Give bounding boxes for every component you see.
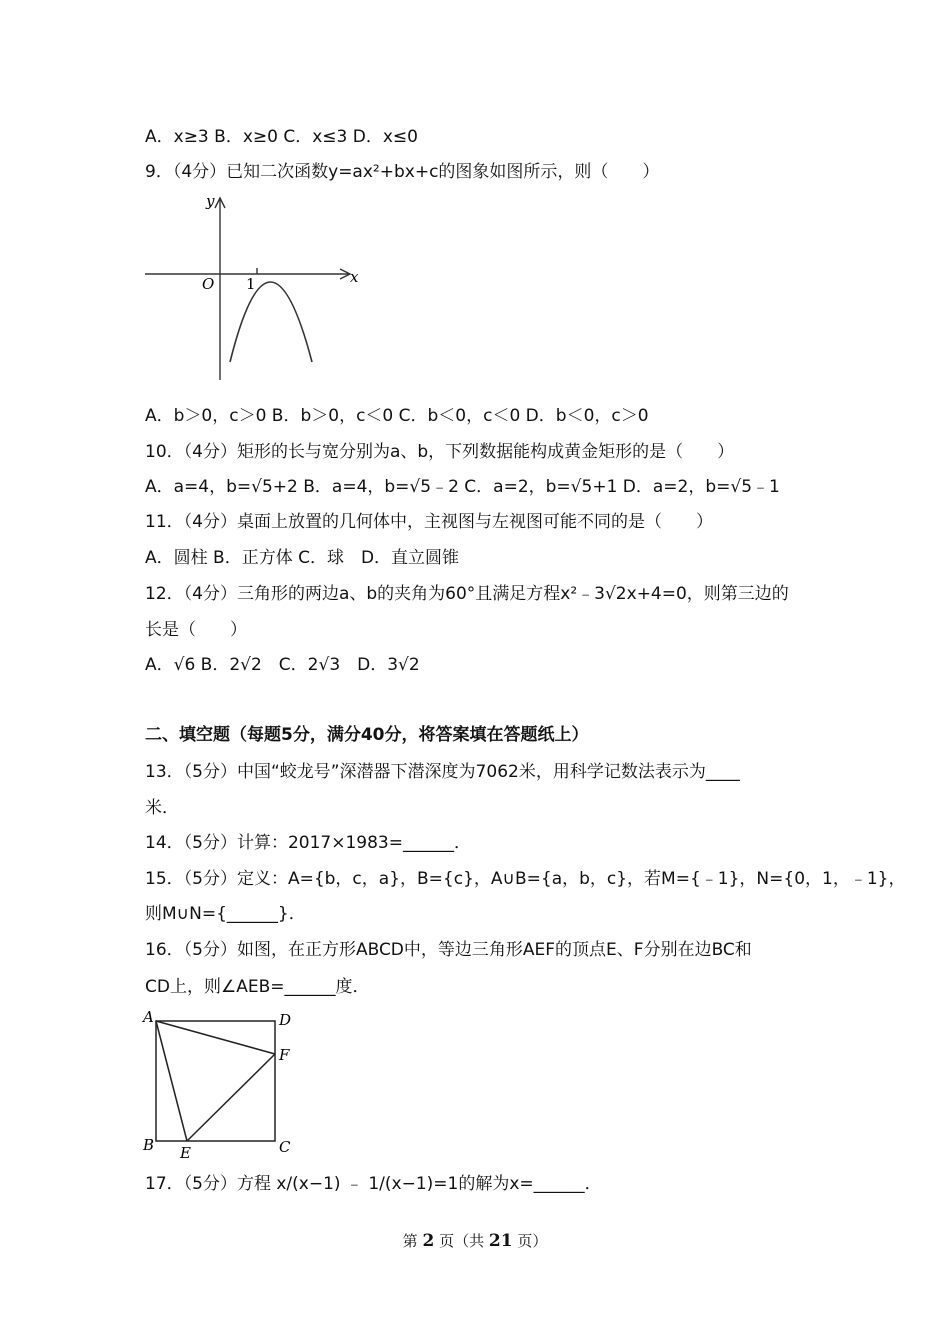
vertex-a-label: A bbox=[143, 1008, 154, 1026]
y-axis-label: y bbox=[206, 192, 215, 210]
section-2-heading: 二、填空题（每题5分，满分40分，将答案填在答题纸上） bbox=[145, 725, 589, 745]
question-13-line1: 13．（5分）中国“蛟龙号”深潜器下潜深度为7062米，用科学记数法表示为____ bbox=[145, 762, 740, 782]
q11-options: A．圆柱 B．正方体 C．球 D．直立圆锥 bbox=[145, 548, 460, 568]
q12-options: A．√6 B．2√2 C．2√3 D．3√2 bbox=[145, 655, 420, 675]
question-14: 14．（5分）计算：2017×1983=______． bbox=[145, 833, 471, 853]
question-10: 10．（4分）矩形的长与宽分别为a、b，下列数据能构成黄金矩形的是（ ） bbox=[145, 442, 735, 462]
page-footer bbox=[0, 1230, 950, 1251]
question-9: 9．（4分）已知二次函数y=ax²+bx+c的图象如图所示，则（ ） bbox=[145, 162, 660, 182]
question-12-line2: 长是（ ） bbox=[145, 620, 247, 640]
q10-options: A．a=4，b=√5+2 B．a=4，b=√5﹣2 C．a=2，b=√5+1 D．a=2，b=√5﹣1 bbox=[145, 477, 780, 497]
q9-options: A．b＞0，c＞0 B．b＞0，c＜0 C．b＜0，c＜0 D．b＜0，c＞0 bbox=[145, 406, 649, 426]
question-15-line2: 则M∪N={______}． bbox=[145, 904, 306, 924]
question-17: 17．（5分）方程 x/(x−1) ﹣ 1/(x−1)=1的解为x=______． bbox=[145, 1174, 602, 1194]
vertex-b-label: B bbox=[143, 1136, 155, 1154]
origin-label: O bbox=[202, 275, 215, 293]
footer-prefix: 第 bbox=[402, 1232, 418, 1250]
parabola-graph bbox=[140, 190, 365, 385]
footer-total-pages: 21 bbox=[488, 1231, 513, 1251]
question-12-line1: 12．（4分）三角形的两边a、b的夹角为60°且满足方程x²﹣3√2x+4=0，则第三边的 bbox=[145, 584, 789, 604]
question-16-line2: CD上，则∠AEB=______度． bbox=[145, 977, 370, 997]
square-figure bbox=[140, 1005, 300, 1165]
question-13-line2: 米． bbox=[145, 798, 179, 818]
vertex-e-label: E bbox=[180, 1144, 191, 1162]
vertex-f-label: F bbox=[279, 1046, 290, 1064]
x-axis-label: x bbox=[350, 268, 359, 286]
question-11: 11．（4分）桌面上放置的几何体中，主视图与左视图可能不同的是（ ） bbox=[145, 512, 713, 532]
q8-options: A．x≥3 B．x≥0 C．x≤3 D．x≤0 bbox=[145, 127, 418, 147]
footer-page-number: 2 bbox=[422, 1231, 435, 1251]
vertex-c-label: C bbox=[279, 1138, 291, 1156]
footer-suffix: 页） bbox=[517, 1232, 548, 1250]
tick-one-label: 1 bbox=[246, 275, 256, 293]
question-15-line1: 15．（5分）定义：A={b，c，a}，B={c}，A∪B={a，b，c}，若M={﹣1}，N={0，1，﹣1}， bbox=[145, 869, 906, 889]
vertex-d-label: D bbox=[279, 1011, 292, 1029]
question-16-line1: 16．（5分）如图，在正方形ABCD中，等边三角形AEF的顶点E、F分别在边BC和 bbox=[145, 940, 752, 960]
footer-mid: 页（共 bbox=[439, 1232, 485, 1250]
